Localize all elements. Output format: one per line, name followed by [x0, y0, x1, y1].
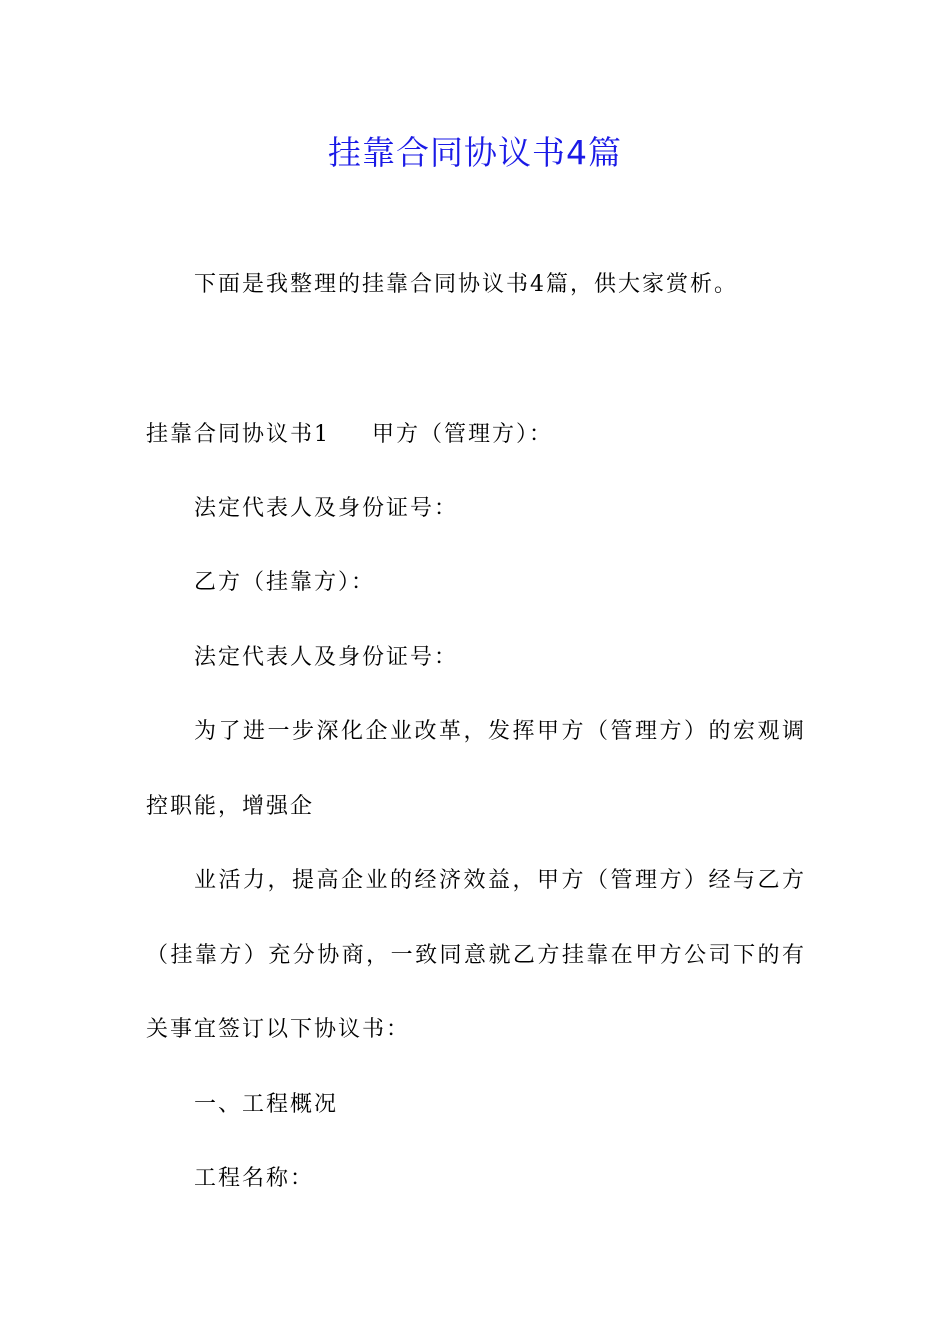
party-b-label: 乙方（挂靠方）： [194, 570, 376, 595]
document-title: 挂靠合同协议书4篇 [328, 133, 622, 172]
paragraph-1-line-2: 控职能，增强企 [146, 794, 315, 819]
party-a-representative: 法定代表人及身份证号： [194, 496, 459, 521]
clause-1-heading: 一、工程概况 [194, 1092, 339, 1117]
section-heading-line [146, 420, 553, 450]
intro-paragraph: 下面是我整理的挂靠合同协议书4篇，供大家赏析。 [194, 272, 738, 297]
paragraph-2-line-3: 关事宜签订以下协议书： [146, 1017, 411, 1042]
paragraph-2-line-2: （挂靠方）充分协商，一致同意就乙方挂靠在甲方公司下的有 [146, 943, 806, 968]
party-b-representative: 法定代表人及身份证号： [194, 645, 459, 670]
project-name-label: 工程名称： [194, 1166, 315, 1191]
paragraph-1-line-1: 为了进一步深化企业改革，发挥甲方（管理方）的宏观调 [194, 719, 806, 744]
paragraph-2-line-1: 业活力，提高企业的经济效益，甲方（管理方）经与乙方 [194, 868, 806, 893]
party-a-label: 甲方（管理方）： [372, 422, 554, 447]
section-heading: 挂靠合同协议书1 [146, 422, 330, 447]
